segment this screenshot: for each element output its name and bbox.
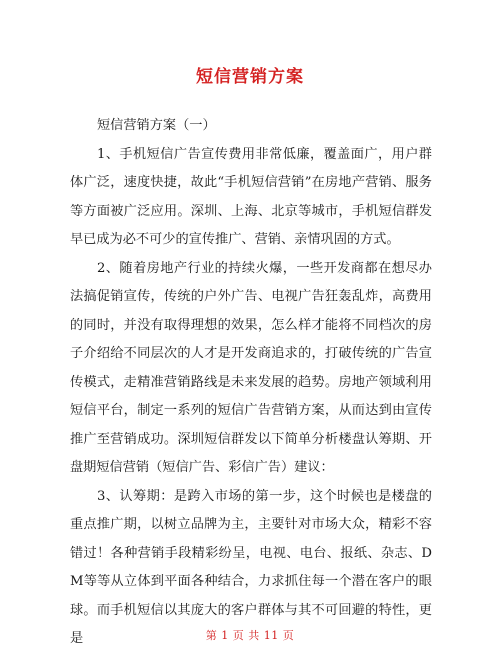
section-heading: 短信营销方案（一） xyxy=(97,118,216,133)
document-body xyxy=(70,112,432,654)
page-footer: 第 1 页 共 11 页 xyxy=(205,629,295,642)
paragraph-2: 2、随着房地产行业的持续火爆，一些开发商都在想尽办法搞促销宣传，传统的户外广告、电视广告狂轰乱炸，高费用的同时，并没有取得理想的效果，怎么样才能将不同档次的房子介绍给不同层次的人才是开发商追求的，打破传统的广告宣传模式，走精准营销路线是未来发展的趋势。房地产领域利用短信平台，制定一系列的短信广告营销方案，从而达到由宣传推广至营销成功。深圳短信群发以下简单分析楼盘认筹期、开盘期短信营销（短信广告、彩信广告）建议： xyxy=(70,260,432,475)
paragraph-1: 1、手机短信广告宣传费用非常低廉，覆盖面广，用户群体广泛，速度快捷，故此“手机短信营销”在房地产营销、服务等方面被广泛应用。深圳、上海、北京等城市，手机短信群发早已成为必不可少的宣传推广、营销、亲情巩固的方式。 xyxy=(70,146,432,247)
paragraph-3: 3、认筹期：是跨入市场的第一步，这个时候也是楼盘的重点推广期，以树立品牌为主，主要针对市场大众，精彩不容错过！各种营销手段精彩纷呈，电视、电台、报纸、杂志、DM等等从立体到平面各种结合，力求抓住每一个潜在客户的眼球。而手机短信以其庞大的客户群体与其不可回避的特性，更是 xyxy=(70,488,432,646)
document-title: 短信营销方案 xyxy=(196,67,304,87)
